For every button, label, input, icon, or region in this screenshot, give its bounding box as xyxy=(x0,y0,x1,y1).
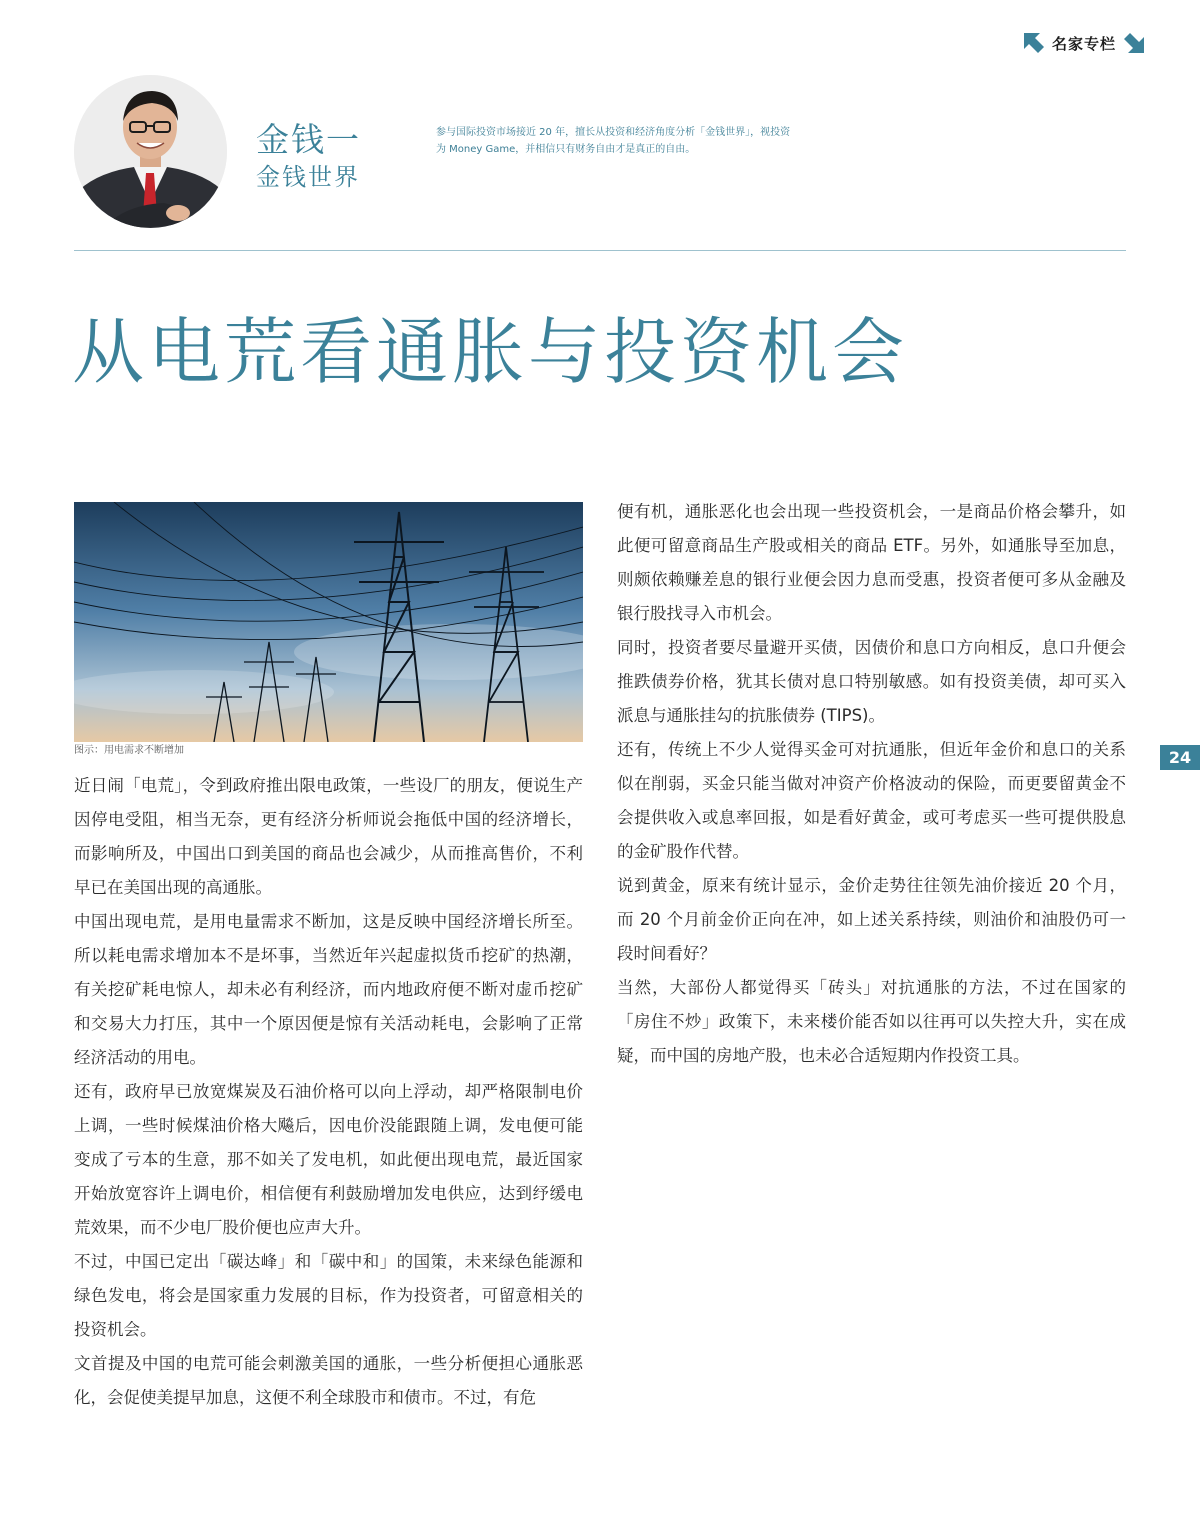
author-bio: 参与国际投资市场接近 20 年，擅长从投资和经济角度分析「金钱世界」，视投资为 Money Game，并相信只有财务自由才是真正的自由。 xyxy=(436,127,791,155)
paragraph: 说到黄金，原来有统计显示，金价走势往往领先油价接近 20 个月，而 20 个月前金价正向在冲，如上述关系持续，则油价和油股仍可一段时间看好？ xyxy=(617,876,1126,963)
power-tower-photo xyxy=(74,502,583,742)
paragraph: 便有机，通胀恶化也会出现一些投资机会，一是商品价格会攀升，如此便可留意商品生产股或相关的商品 ETF。另外，如通胀导至加息，则颇依赖赚差息的银行业便会因力息而受惠，投资者便可多从金融及银行股找寻入市机会。 xyxy=(617,502,1126,623)
arrow-up-left-icon xyxy=(1024,33,1044,53)
arrow-down-right-icon xyxy=(1124,33,1144,53)
column-name: 金钱世界 xyxy=(256,163,360,191)
paragraph: 当然，大部份人都觉得买「砖头」对抗通胀的方法，不过在国家的「房住不炒」政策下，未来楼价能否如以往再可以失控大升，实在成疑，而中国的房地产股，也未必合适短期内作投资工具。 xyxy=(617,978,1126,1065)
article-column-right xyxy=(617,495,1126,1073)
paragraph: 还有，政府早已放宽煤炭及石油价格可以向上浮动，却严格限制电价上调，一些时候煤油价格大飚后，因电价没能跟随上调，发电便可能变成了亏本的生意，那不如关了发电机，如此便出现电荒，最近国家开始放宽容许上调电价，相信便有利鼓励增加发电供应，达到纾缓电荒效果，而不少电厂股价便也应声大升。 xyxy=(74,1082,583,1237)
paragraph: 还有，传统上不少人觉得买金可对抗通胀，但近年金价和息口的关系似在削弱，买金只能当做对冲资产价格波动的保险，而更要留黄金不会提供收入或息率回报，如是看好黄金，或可考虑买一些可提供股息的金矿股作代替。 xyxy=(617,740,1126,861)
paragraph: 近日闹「电荒」，令到政府推出限电政策，一些设厂的朋友，便说生产因停电受阻，相当无奈，更有经济分析师说会拖低中国的经济增长，而影响所及，中国出口到美国的商品也会减少，从而推高售价，不利早已在美国出现的高通胀。 xyxy=(74,776,583,897)
header-divider xyxy=(74,250,1126,251)
paragraph: 文首提及中国的电荒可能会刺激美国的通胀，一些分析便担心通胀恶化，会促使美提早加息，这便不利全球股市和债市。不过，有危 xyxy=(74,1354,583,1407)
article-title: 从电荒看通胀与投资机会 xyxy=(72,310,909,394)
section-label: 名家专栏 xyxy=(1051,34,1116,53)
article-column-left xyxy=(74,769,583,1415)
paragraph: 中国出现电荒，是用电量需求不断加，这是反映中国经济增长所至。所以耗电需求增加本不是坏事，当然近年兴起虚拟货币挖矿的热潮，有关挖矿耗电惊人，却未必有利经济，而内地政府便不断对虚币挖矿和交易大力打压，其中一个原因便是惊有关活动耗电，会影响了正常经济活动的用电。 xyxy=(74,912,583,1067)
image-caption: 图示：用电需求不断增加 xyxy=(74,745,184,756)
paragraph: 同时，投资者要尽量避开买债，因债价和息口方向相反，息口升便会推跌债券价格，犹其长债对息口特别敏感。如有投资美债，却可买入派息与通胀挂勾的抗胀债券 (TIPS)。 xyxy=(617,638,1126,725)
section-tag xyxy=(1024,32,1144,54)
author-name: 金钱一 xyxy=(256,120,361,159)
author-avatar xyxy=(74,75,227,228)
paragraph: 不过，中国已定出「碳达峰」和「碳中和」的国策，未来绿色能源和绿色发电，将会是国家重力发展的目标，作为投资者，可留意相关的投资机会。 xyxy=(74,1252,583,1339)
page-number: 24 xyxy=(1160,745,1200,770)
